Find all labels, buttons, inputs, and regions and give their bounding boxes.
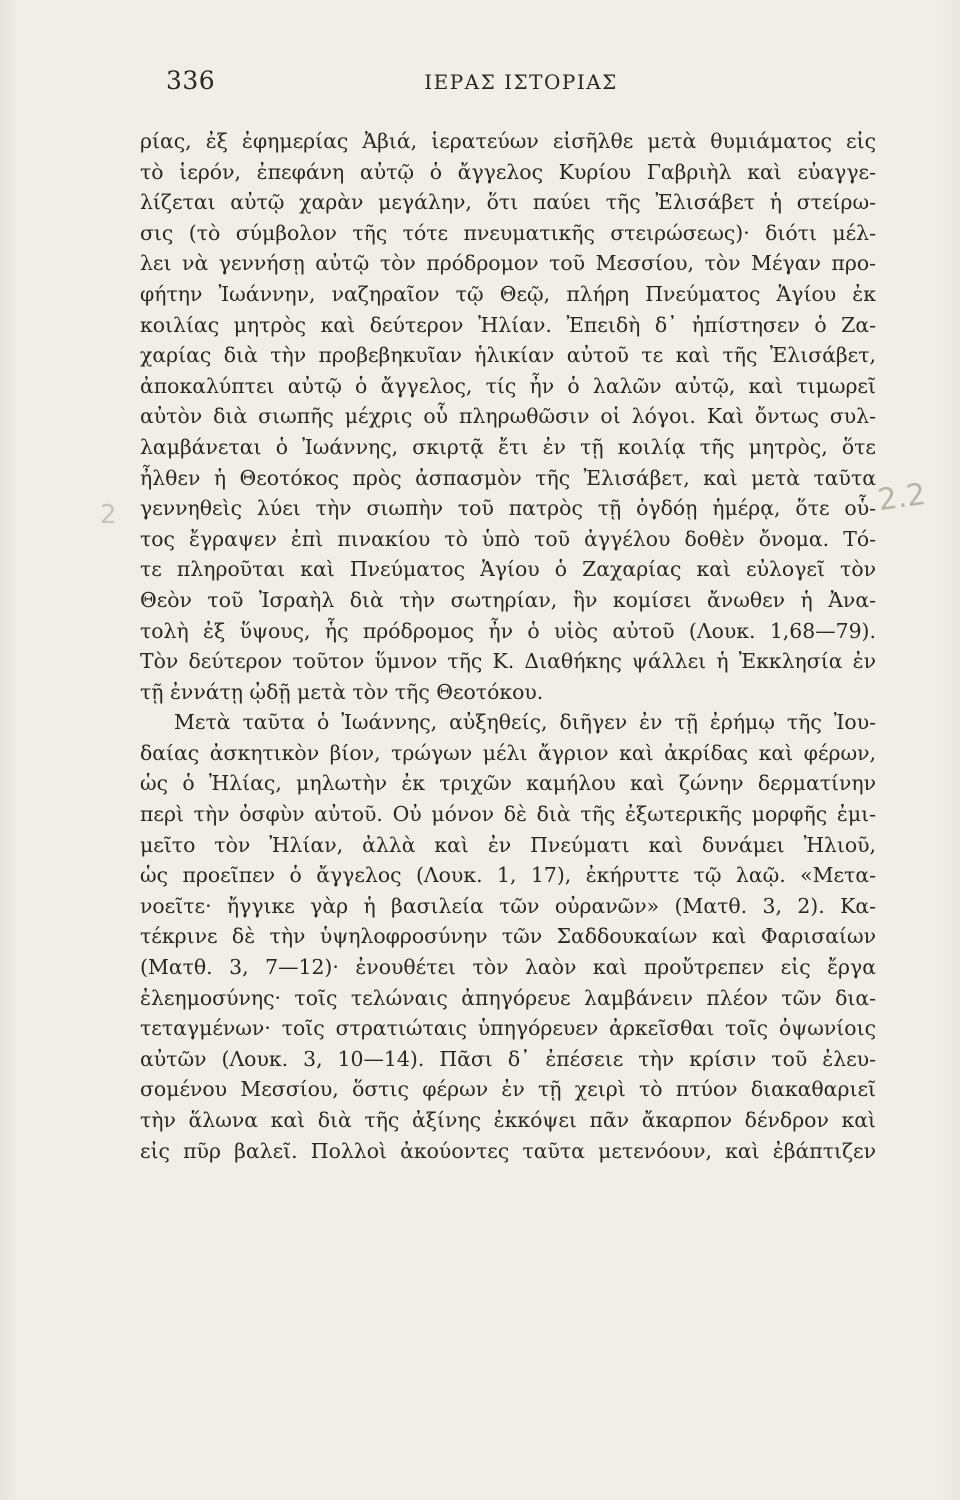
page-header <box>166 66 876 106</box>
text-line: μεῖτο τὸν Ἠλίαν, ἀλλὰ καὶ ἐν Πνεύματι καὶ δυνάμει Ἠλιοῦ, <box>140 832 876 857</box>
text-line: λαμβάνεται ὁ Ἰωάννης, σκιρτᾷ ἔτι ἐν τῇ κοιλίᾳ τῆς μητρὸς, ὅτε <box>140 434 876 459</box>
text-line: τέκρινε δὲ τὴν ὑψηλοφροσύνην τῶν Σαδδουκαίων καὶ Φαρισαίων <box>140 924 876 949</box>
text-line: ἀποκαλύπτει αὐτῷ ὁ ἄγγελος, τίς ἦν ὁ λαλῶν αὐτῷ, καὶ τιμωρεῖ <box>140 373 876 398</box>
text-line: δαίας ἀσκητικὸν βίον, τρώγων μέλι ἄγριον καὶ ἀκρίδας καὶ φέρων, <box>140 740 876 765</box>
text-line: τὴν ἅλωνα καὶ διὰ τῆς ἀξίνης ἐκκόψει πᾶν ἄκαρπον δένδρον καὶ <box>140 1108 876 1132</box>
text-line: τεταγμένων· τοῖς στρατιώταις ὑπηγόρευεν ἀρκεῖσθαι τοῖς ὀψωνίοις <box>140 1016 876 1041</box>
text-line: κοιλίας μητρὸς καὶ δεύτερον Ἠλίαν. Ἐπειδὴ δ᾽ ἠπίστησεν ὁ Ζα- <box>140 312 876 337</box>
text-line: σις (τὸ σύμβολον τῆς τότε πνευματικῆς στειρώσεως)· διότι μέλ- <box>140 220 876 245</box>
page-number: 336 <box>166 66 216 95</box>
text-line: εἰς πῦρ βαλεῖ. Πολλοὶ ἀκούοντες ταῦτα μετενόουν, καὶ ἐβάπτιζεν <box>140 1138 876 1163</box>
text-line: ὡς προεῖπεν ὁ ἄγγελος (Λουκ. 1, 17), ἐκήρυττε τῷ λαῷ. «Μετα- <box>140 863 876 888</box>
text-line: τὸ ἱερόν, ἐπεφάνη αὐτῷ ὁ ἄγγελος Κυρίου Γαβριὴλ καὶ εὐαγγε- <box>140 159 876 184</box>
text-line: γεννηθεὶς λύει τὴν σιωπὴν τοῦ πατρὸς τῇ ὀγδόῃ ἡμέρᾳ, ὅτε οὗ- <box>140 496 876 521</box>
handwritten-margin-mark-left: 2 <box>100 500 117 530</box>
text-line: περὶ τὴν ὀσφὺν αὐτοῦ. Οὐ μόνον δὲ διὰ τῆς ἐξωτερικῆς μορφῆς ἐμι- <box>140 802 876 827</box>
text-line: χαρίας διὰ τὴν προβεβηκυῖαν ἡλικίαν αὐτοῦ τε καὶ τῆς Ἐλισάβετ, <box>140 343 876 368</box>
handwritten-margin-mark: 2.2 <box>875 476 928 519</box>
paragraph-end-line: τῇ ἐννάτῃ ᾠδῇ μετὰ τὸν τῆς Θεοτόκου. <box>140 679 544 704</box>
text-line: τολὴ ἐξ ὕψους, ἧς πρόδρομος ἦν ὁ υἱὸς αὐτοῦ (Λουκ. 1,68—79). <box>140 618 876 643</box>
text-line: τος ἔγραψεν ἐπὶ πινακίου τὸ ὑπὸ τοῦ ἀγγέλου δοθὲν ὄνομα. Τό- <box>140 526 876 551</box>
text-line: Τὸν δεύτερον τοῦτον ὕμνον τῆς Κ. Διαθήκης ψάλλει ἡ Ἐκκλησία ἐν <box>140 649 876 674</box>
text-line: τε πληροῦται καὶ Πνεύματος Ἁγίου ὁ Ζαχαρίας καὶ εὐλογεῖ τὸν <box>140 557 876 582</box>
text-line: αὐτὸν διὰ σιωπῆς μέχρις οὗ πληρωθῶσιν οἱ λόγοι. Καὶ ὄντως συλ- <box>140 404 876 429</box>
text-line: ὡς ὁ Ἠλίας, μηλωτὴν ἐκ τριχῶν καμήλου καὶ ζώνην δερματίνην <box>140 771 876 796</box>
text-line: νοεῖτε· ἤγγικε γὰρ ἡ βασιλεία τῶν οὐρανῶν» (Ματθ. 3, 2). Κα- <box>140 893 876 918</box>
text-line: λίζεται αὐτῷ χαρὰν μεγάλην, ὅτι παύει τῆς Ἐλισάβετ ἡ στείρω- <box>140 190 876 215</box>
running-head: ΙΕΡΑΣ ΙΣΤΟΡΙΑΣ <box>424 70 618 94</box>
text-line: λει νὰ γεννήσῃ αὐτῷ τὸν πρόδρομον τοῦ Μεσσίου, τὸν Μέγαν προ- <box>140 251 876 276</box>
text-line: αὐτῶν (Λουκ. 3, 10—14). Πᾶσι δ᾽ ἐπέσειε τὴν κρίσιν τοῦ ἐλευ- <box>140 1046 876 1071</box>
text-line: ἦλθεν ἡ Θεοτόκος πρὸς ἀσπασμὸν τῆς Ἐλισάβετ, καὶ μετὰ ταῦτα <box>140 465 876 490</box>
text-line: Θεὸν τοῦ Ἰσραὴλ διὰ τὴν σωτηρίαν, ἣν κομίσει ἄνωθεν ἡ Ἀνα- <box>140 587 876 612</box>
text-line: (Ματθ. 3, 7—12)· ἐνουθέτει τὸν λαὸν καὶ προὔτρεπεν εἰς ἔργα <box>140 955 876 980</box>
text-line: ἐλεημοσύνης· τοῖς τελώναις ἀπηγόρευε λαμβάνειν πλέον τῶν δια- <box>140 985 876 1010</box>
text-line: σομένου Μεσσίου, ὅστις φέρων ἐν τῇ χειρὶ τὸ πτύον διακαθαριεῖ <box>140 1077 876 1102</box>
text-line: φήτην Ἰωάννην, ναζηραῖον τῷ Θεῷ, πλήρη Πνεύματος Ἁγίου ἐκ <box>140 281 876 306</box>
body-text <box>140 126 876 1166</box>
paragraph-start-line: Μετὰ ταῦτα ὁ Ἰωάννης, αὐξηθείς, διῆγεν ἐν τῇ ἐρήμῳ τῆς Ἰου- <box>174 710 876 735</box>
text-line: ρίας, ἐξ ἐφημερίας Ἀβιά, ἱερατεύων εἰσῆλθε μετὰ θυμιάματος εἰς <box>140 129 876 153</box>
